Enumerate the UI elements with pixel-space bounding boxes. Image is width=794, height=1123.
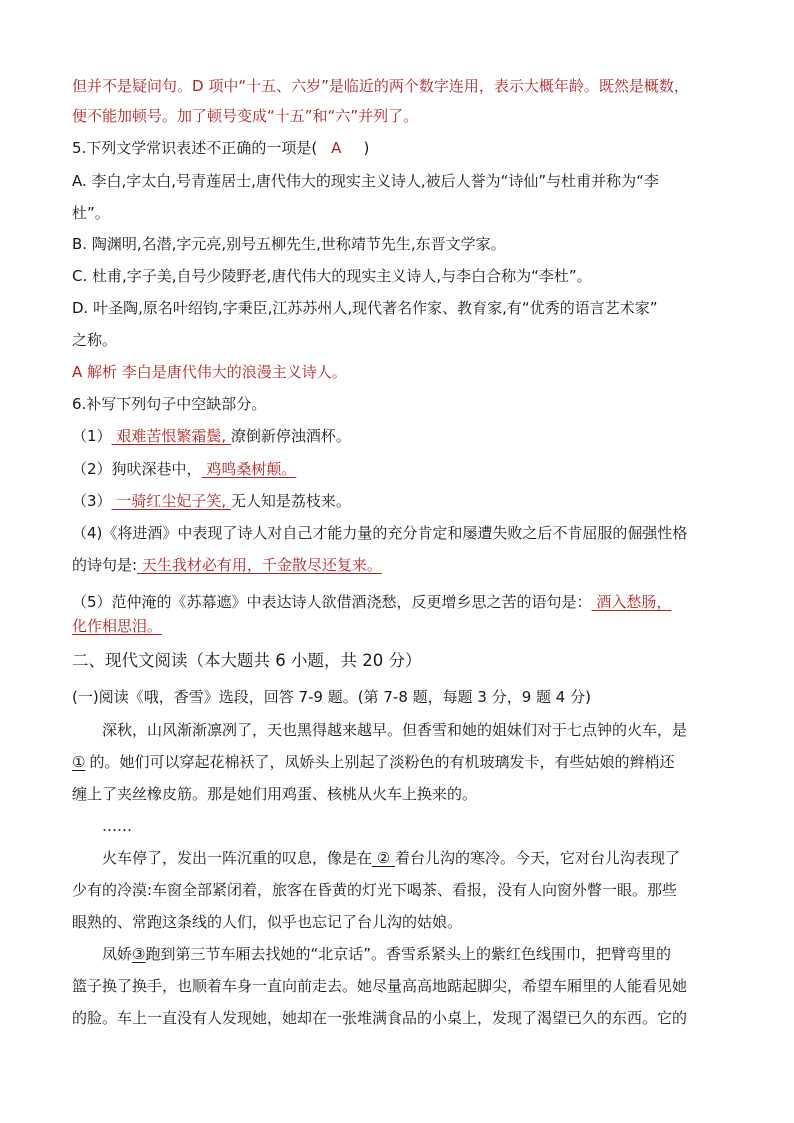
option-a-cont: 杜”。 — [72, 204, 110, 222]
passage-text: 着台儿沟的寒冷。今天，它对台儿沟表现了 — [395, 849, 681, 867]
fill-item-5 — [72, 592, 671, 612]
subsection-heading: (一)阅读《哦，香雪》选段，回答 7-9 题。(第 7-8 题，每题 3 分，9 题 4 分) — [72, 688, 591, 706]
bracket: ) — [363, 139, 370, 157]
answer-choice: A — [331, 139, 342, 157]
filled-answer: 天生我材必有用，千金散尽还复来。 — [137, 556, 382, 574]
passage-line — [72, 752, 674, 772]
answer-analysis: A 解析 李白是唐代伟大的浪漫主义诗人。 — [72, 363, 347, 381]
filled-answer: 鸡鸣桑树颠。 — [201, 460, 297, 478]
item-text: （5）范仲淹的《苏幕遮》中表达诗人欲借酒浇愁，反更增乡思之苦的语句是： — [72, 593, 592, 611]
passage-line: 眼熟的、常跑这条线的人们，似乎也忘记了台儿沟的姑娘。 — [72, 913, 463, 931]
filled-answer: 艰难苦恨繁霜鬓, — [111, 427, 231, 445]
fill-item-2 — [72, 459, 296, 479]
option-d-cont: 之称。 — [72, 331, 118, 349]
fill-item-1 — [72, 426, 351, 446]
blank-marker: ① — [72, 753, 86, 771]
passage-paragraph: 深秋，山风渐渐凛冽了，天也黑得越来越早。但香雪和她的姐妹们对于七点钟的火车，是 — [102, 721, 688, 739]
section-heading: 二、现代文阅读（本大题共 6 小题，共 20 分） — [72, 651, 422, 670]
option-c: C. 杜甫,字子美,自号少陵野老,唐代伟大的现实主义诗人,与李白合称为“李杜”。 — [72, 267, 592, 285]
fill-item-5-cont — [72, 616, 162, 636]
question-6-stem: 6.补写下列句子中空缺部分。 — [72, 395, 267, 413]
passage-paragraph — [102, 848, 680, 868]
item-number: （3） — [72, 492, 112, 510]
item-text: 无人知是荔枝来。 — [230, 492, 351, 510]
option-b: B. 陶渊明,名潜,字元亮,别号五柳先生,世称靖节先生,东晋文学家。 — [72, 235, 506, 253]
item-text: （2）狗吠深巷中， — [72, 460, 202, 478]
passage-text: 跑到第三节车厢去找她的“北京话”。香雪系紧头上的紫红色线围巾，把臂弯里的 — [145, 945, 672, 963]
item-text: 潦倒新停浊酒杯。 — [230, 427, 351, 445]
item-number: （1） — [72, 427, 112, 445]
filled-answer: 酒入愁肠， — [591, 593, 672, 611]
fill-item-4: （4)《将进酒》中表现了诗人对自己才能力量的充分肯定和屡遭失败之后不肯屈服的倔强性格 — [72, 524, 688, 542]
passage-text: 火车停了，发出一阵沉重的叹息，像是在 — [102, 849, 373, 867]
passage-line: 少有的冷漠:车窗全部紧闭着，旅客在昏黄的灯光下喝茶、看报，没有人向窗外瞥一眼。那些 — [72, 881, 678, 899]
analysis-line: 但并不是疑问句。D 项中“十五、六岁”是临近的两个数字连用，表示大概年龄。既然是概数， — [72, 77, 689, 95]
ellipsis: …… — [102, 817, 132, 835]
analysis-line: 便不能加顿号。加了顿号变成“十五”和“六”并列了。 — [72, 107, 419, 125]
option-a: A. 李白,字太白,号青莲居士,唐代伟大的现实主义诗人,被后人誉为“诗仙”与杜甫并称为“李 — [72, 172, 659, 190]
question-text: 5.下列文学常识表述不正确的一项是( — [72, 139, 318, 157]
passage-text: 凤娇 — [102, 945, 133, 963]
fill-item-3 — [72, 491, 351, 511]
filled-answer: 化作相思泪。 — [72, 617, 163, 635]
fill-item-4-cont — [72, 555, 382, 575]
passage-line: 缠上了夹丝橡皮筋。那是她们用鸡蛋、核桃从火车上换来的。 — [72, 785, 478, 803]
blank-marker: ③ — [132, 945, 146, 963]
passage-line: 篮子换了换手，也顺着车身一直向前走去。她尽量高高地踮起脚尖，希望车厢里的人能看见她 — [72, 977, 688, 995]
option-d: D. 叶圣陶,原名叶绍钧,字秉臣,江苏苏州人,现代著名作家、教育家,有“优秀的语言艺术家” — [72, 299, 658, 317]
question-5-stem — [72, 138, 369, 158]
passage-text: 的。她们可以穿起花棉袄了，凤娇头上别起了淡粉色的有机玻璃发卡，有些姑娘的辫梢还 — [89, 753, 675, 771]
item-text: 的诗句是: — [72, 556, 138, 574]
filled-answer: 一骑红尘妃子笑, — [111, 492, 231, 510]
passage-line: 的脸。车上一直没有人发现她，她却在一张堆满食品的小桌上，发现了渴望已久的东西。它的 — [72, 1009, 688, 1027]
passage-paragraph — [102, 944, 671, 964]
blank-marker: ② — [372, 849, 395, 867]
